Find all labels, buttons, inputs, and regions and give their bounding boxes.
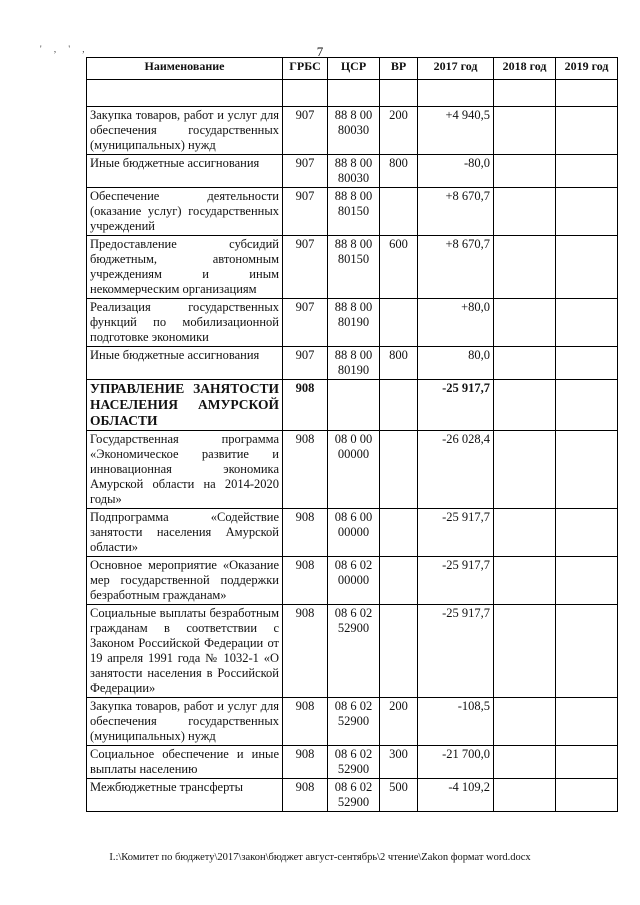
row-grbs: 908	[283, 698, 328, 746]
row-2019	[556, 509, 618, 557]
header-csr: ЦСР	[328, 58, 380, 80]
row-name: Основное мероприятие «Оказание мер государственной поддержки безработным гражданам»	[87, 557, 283, 605]
row-name: Иные бюджетные ассигнования	[87, 155, 283, 188]
row-2018	[494, 380, 556, 431]
row-2017: +8 670,7	[418, 188, 494, 236]
row-vr: 200	[380, 698, 418, 746]
row-csr: 08 0 00 00000	[328, 431, 380, 509]
row-grbs: 908	[283, 557, 328, 605]
header-name: Наименование	[87, 58, 283, 80]
row-csr: 08 6 02 52900	[328, 605, 380, 698]
row-2017: -25 917,7	[418, 509, 494, 557]
budget-table	[86, 57, 618, 812]
row-name: Обеспечение деятельности (оказание услуг) государственных учреждений	[87, 188, 283, 236]
row-2019	[556, 557, 618, 605]
table-row	[87, 698, 618, 746]
row-2017: +4 940,5	[418, 107, 494, 155]
row-2017: +80,0	[418, 299, 494, 347]
table-row	[87, 746, 618, 779]
row-name: Реализация государственных функций по мобилизационной подготовке экономики	[87, 299, 283, 347]
row-vr: 600	[380, 236, 418, 299]
row-2019	[556, 236, 618, 299]
row-vr	[380, 509, 418, 557]
row-2017: -4 109,2	[418, 779, 494, 812]
table-body	[87, 80, 618, 812]
row-2018	[494, 188, 556, 236]
row-2018	[494, 509, 556, 557]
row-2018	[494, 155, 556, 188]
row-2017: 80,0	[418, 347, 494, 380]
row-name: Межбюджетные трансферты	[87, 779, 283, 812]
row-vr	[380, 188, 418, 236]
header-2017: 2017 год	[418, 58, 494, 80]
row-name: Закупка товаров, работ и услуг для обеспечения государственных (муниципальных) нужд	[87, 107, 283, 155]
row-2018	[494, 557, 556, 605]
table-row	[87, 557, 618, 605]
row-name: Социальное обеспечение и иные выплаты населению	[87, 746, 283, 779]
table-row	[87, 107, 618, 155]
row-csr: 88 8 00 80150	[328, 236, 380, 299]
footer-file-path: I.:\Комитет по бюджету\2017\закон\бюджет август-сентябрь\2 чтение\Zakon формат word.docx	[109, 852, 531, 863]
row-2019	[556, 155, 618, 188]
header-2019: 2019 год	[556, 58, 618, 80]
table-row	[87, 605, 618, 698]
row-2019	[556, 431, 618, 509]
table-row	[87, 779, 618, 812]
row-2018	[494, 299, 556, 347]
row-2017: -25 917,7	[418, 605, 494, 698]
row-2019	[556, 188, 618, 236]
row-vr: 800	[380, 155, 418, 188]
table-row	[87, 509, 618, 557]
table-row	[87, 299, 618, 347]
header-vr: ВР	[380, 58, 418, 80]
row-grbs: 907	[283, 299, 328, 347]
header-grbs: ГРБС	[283, 58, 328, 80]
row-csr: 88 8 00 80190	[328, 299, 380, 347]
row-2017: -26 028,4	[418, 431, 494, 509]
row-2017: +8 670,7	[418, 236, 494, 299]
corner-marks: ' , ' ,	[40, 44, 90, 54]
row-2017: -108,5	[418, 698, 494, 746]
row-csr: 08 6 00 00000	[328, 509, 380, 557]
row-grbs: 907	[283, 347, 328, 380]
row-vr: 200	[380, 107, 418, 155]
row-vr: 800	[380, 347, 418, 380]
row-name: Закупка товаров, работ и услуг для обеспечения государственных (муниципальных) нужд	[87, 698, 283, 746]
row-2019	[556, 779, 618, 812]
row-vr: 500	[380, 779, 418, 812]
table-row	[87, 155, 618, 188]
spacer-row	[87, 80, 618, 107]
row-vr	[380, 431, 418, 509]
row-2017: -21 700,0	[418, 746, 494, 779]
row-grbs: 908	[283, 431, 328, 509]
row-name: Государственная программа «Экономическое развитие и инновационная экономика Амурской области на 2014-2020 годы»	[87, 431, 283, 509]
row-2018	[494, 605, 556, 698]
row-csr: 88 8 00 80030	[328, 107, 380, 155]
row-2018	[494, 698, 556, 746]
row-csr: 08 6 02 00000	[328, 557, 380, 605]
row-csr: 08 6 02 52900	[328, 698, 380, 746]
row-name: Социальные выплаты безработным гражданам в соответствии с Законом Российской Федерации от 19 апреля 1991 года № 1032-1 «О занятости населения в Российской Федерации»	[87, 605, 283, 698]
row-2018	[494, 431, 556, 509]
row-csr: 08 6 02 52900	[328, 779, 380, 812]
row-2018	[494, 107, 556, 155]
row-vr: 300	[380, 746, 418, 779]
row-2017: -80,0	[418, 155, 494, 188]
row-name: Иные бюджетные ассигнования	[87, 347, 283, 380]
row-grbs: 907	[283, 107, 328, 155]
row-name: Предоставление субсидий бюджетным, автономным учреждениям и иным некоммерческим организациям	[87, 236, 283, 299]
row-grbs: 907	[283, 155, 328, 188]
row-2019	[556, 380, 618, 431]
table-row	[87, 236, 618, 299]
row-2018	[494, 236, 556, 299]
row-2017: -25 917,7	[418, 380, 494, 431]
row-csr	[328, 380, 380, 431]
row-grbs: 908	[283, 380, 328, 431]
row-csr: 88 8 00 80190	[328, 347, 380, 380]
row-2019	[556, 605, 618, 698]
page-number: 7	[316, 44, 324, 59]
table-header-row	[87, 58, 618, 80]
row-csr: 88 8 00 80150	[328, 188, 380, 236]
row-grbs: 908	[283, 779, 328, 812]
row-grbs: 908	[283, 509, 328, 557]
table-row	[87, 380, 618, 431]
row-2019	[556, 698, 618, 746]
row-vr	[380, 557, 418, 605]
row-vr	[380, 380, 418, 431]
row-2019	[556, 347, 618, 380]
row-2019	[556, 299, 618, 347]
row-csr: 08 6 02 52900	[328, 746, 380, 779]
row-name: УПРАВЛЕНИЕ ЗАНЯТОСТИ НАСЕЛЕНИЯ АМУРСКОЙ ОБЛАСТИ	[87, 380, 283, 431]
row-2019	[556, 107, 618, 155]
row-name: Подпрограмма «Содействие занятости населения Амурской области»	[87, 509, 283, 557]
table-row	[87, 347, 618, 380]
row-csr: 88 8 00 80030	[328, 155, 380, 188]
row-2019	[556, 746, 618, 779]
row-2017: -25 917,7	[418, 557, 494, 605]
table-row	[87, 188, 618, 236]
row-2018	[494, 347, 556, 380]
row-grbs: 908	[283, 605, 328, 698]
table-row	[87, 431, 618, 509]
row-2018	[494, 779, 556, 812]
row-vr	[380, 605, 418, 698]
row-vr	[380, 299, 418, 347]
row-grbs: 907	[283, 236, 328, 299]
header-2018: 2018 год	[494, 58, 556, 80]
row-grbs: 907	[283, 188, 328, 236]
row-2018	[494, 746, 556, 779]
row-grbs: 908	[283, 746, 328, 779]
